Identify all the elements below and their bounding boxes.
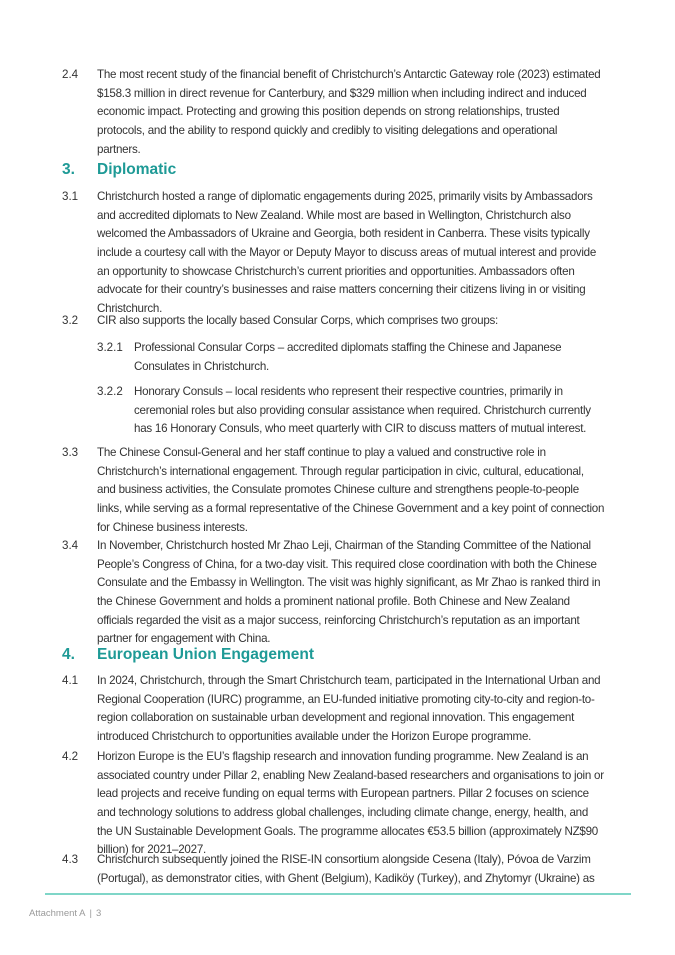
paragraph-line: billion) for 2021–2027. <box>97 843 206 857</box>
paragraph-line: and business activities, the Consulate promotes Chinese culture and strengthens people-to-people <box>97 483 579 497</box>
paragraph-line: economic impact. Protecting and growing this position depends on strong relationships, trusted <box>97 105 560 119</box>
paragraph-number: 3.2 <box>62 314 79 327</box>
paragraph-line: region collaboration on sustainable urban development and regional innovation. This engagement <box>97 711 575 725</box>
paragraph-line: welcomed the Ambassadors of Ukraine and Georgia, both resident in Canberra. These visits typically <box>97 227 590 241</box>
paragraph-line: the UN Sustainable Development Goals. The programme allocates €53.5 billion (approximately NZ$90 <box>97 824 598 838</box>
section-number: 3. <box>62 161 75 178</box>
paragraph-line: In November, Christchurch hosted Mr Zhao Leji, Chairman of the Standing Committee of the National <box>97 539 591 552</box>
paragraph-number: 2.4 <box>62 68 79 81</box>
footer-divider <box>45 893 631 895</box>
paragraph-line: associated country under Pillar 2, enabling New Zealand-based researchers and organisations to join or <box>97 768 604 782</box>
paragraph-line: for Chinese business interests. <box>97 520 248 534</box>
paragraph-number: 4.3 <box>62 853 79 866</box>
footer-label: Attachment A <box>29 908 86 919</box>
paragraph-line: partners. <box>97 142 141 156</box>
paragraph-line: introduced Christchurch to opportunities available under the Horizon Europe programme. <box>97 730 532 744</box>
paragraph-number: 4.1 <box>62 674 79 687</box>
paragraph-line: Consulates in Christchurch. <box>134 359 270 373</box>
paragraph-line: Consulate and the Embassy in Wellington. The visit was highly significant, as Mr Zhao is ranked third in <box>97 576 601 590</box>
paragraph-line: In 2024, Christchurch, through the Smart Christchurch team, participated in the International Urban and <box>97 674 601 687</box>
paragraph-line: and technology solutions to address global challenges, including climate change, energy, health, and <box>97 806 589 820</box>
paragraph-number: 3.1 <box>62 190 79 203</box>
paragraph-line: (Portugal), as demonstrator cities, with Ghent (Belgium), Kadiköy (Turkey), and Zhytomyr (Ukraine) as <box>97 871 595 885</box>
paragraph-line: links, while serving as a formal representative of the Chinese Government and a key point of connection <box>97 502 605 516</box>
paragraph-line: CIR also supports the locally based Consular Corps, which comprises two groups: <box>97 314 499 327</box>
paragraph-line: The most recent study of the financial benefit of Christchurch’s Antarctic Gateway role (2023) estimated <box>97 68 601 81</box>
paragraph-line: has 16 Honorary Consuls, who meet quarterly with CIR to discuss matters of mutual interest. <box>134 422 587 436</box>
section-title: European Union Engagement <box>97 646 315 663</box>
paragraph-line: Horizon Europe is the EU’s flagship research and innovation funding programme. New Zealand is an <box>97 750 589 763</box>
paragraph-number: 3.2.2 <box>97 385 123 398</box>
paragraph-line: an opportunity to showcase Christchurch’s current priorities and opportunities. Ambassadors often <box>97 264 575 278</box>
paragraph-number: 3.3 <box>62 446 79 459</box>
paragraph-line: Christchurch hosted a range of diplomatic engagements during 2025, primarily visits by Ambassadors <box>97 190 593 203</box>
paragraph-line: $158.3 million in direct revenue for Canterbury, and $329 million when including indirect and induced <box>97 86 587 100</box>
page-footer <box>29 908 101 919</box>
paragraph-number: 3.4 <box>62 539 79 552</box>
paragraph-line: Honorary Consuls – local residents who represent their respective countries, primarily in <box>134 385 563 398</box>
section-title: Diplomatic <box>97 161 177 178</box>
paragraph-line: Regional Cooperation (IURC) programme, an EU-funded initiative promoting city-to-city and region-to- <box>97 692 595 706</box>
section-number: 4. <box>62 646 75 663</box>
paragraph-line: Christchurch subsequently joined the RISE-IN consortium alongside Cesena (Italy), Póvoa de Varzim <box>97 853 591 866</box>
paragraph-line: partner for engagement with China. <box>97 632 271 646</box>
paragraph-line: lead projects and receive funding on equal terms with European partners. Pillar 2 focuses on science <box>97 787 589 801</box>
paragraph-line: People’s Congress of China, for a two-day visit. This required close coordination with both the Chinese <box>97 557 597 571</box>
paragraph-line: ceremonial roles but also providing consular assistance when required. Christchurch currently <box>134 403 591 417</box>
paragraph-line: include a courtesy call with the Mayor or Deputy Mayor to discuss areas of mutual interest and provide <box>97 246 597 260</box>
paragraph-line: protocols, and the ability to respond quickly and credibly to visiting delegations and operational <box>97 124 558 138</box>
paragraph-line: Christchurch’s international engagement. Through regular participation in civic, cultural, educational, <box>97 464 584 478</box>
paragraph-line: officials regarded the visit as a major success, reinforcing Christchurch’s reputation as an important <box>97 613 580 627</box>
paragraph-line: advocate for their country’s businesses and raise matters concerning their citizens living in or visiting <box>97 283 586 297</box>
footer-separator: | <box>89 908 92 919</box>
paragraph-line: Professional Consular Corps – accredited diplomats staffing the Chinese and Japanese <box>134 341 562 354</box>
paragraph-line: the Chinese Government and holds a prominent national profile. Both Chinese and New Zealand <box>97 595 570 609</box>
paragraph-line: The Chinese Consul-General and her staff continue to play a valued and constructive role in <box>97 446 546 459</box>
paragraph-line: Christchurch. <box>97 302 163 316</box>
page-number: 3 <box>95 908 102 919</box>
paragraph-number: 4.2 <box>62 750 79 763</box>
paragraph-number: 3.2.1 <box>97 341 123 354</box>
paragraph-line: and accredited diplomats to New Zealand. While most are based in Wellington, Christchurch also <box>97 208 571 222</box>
